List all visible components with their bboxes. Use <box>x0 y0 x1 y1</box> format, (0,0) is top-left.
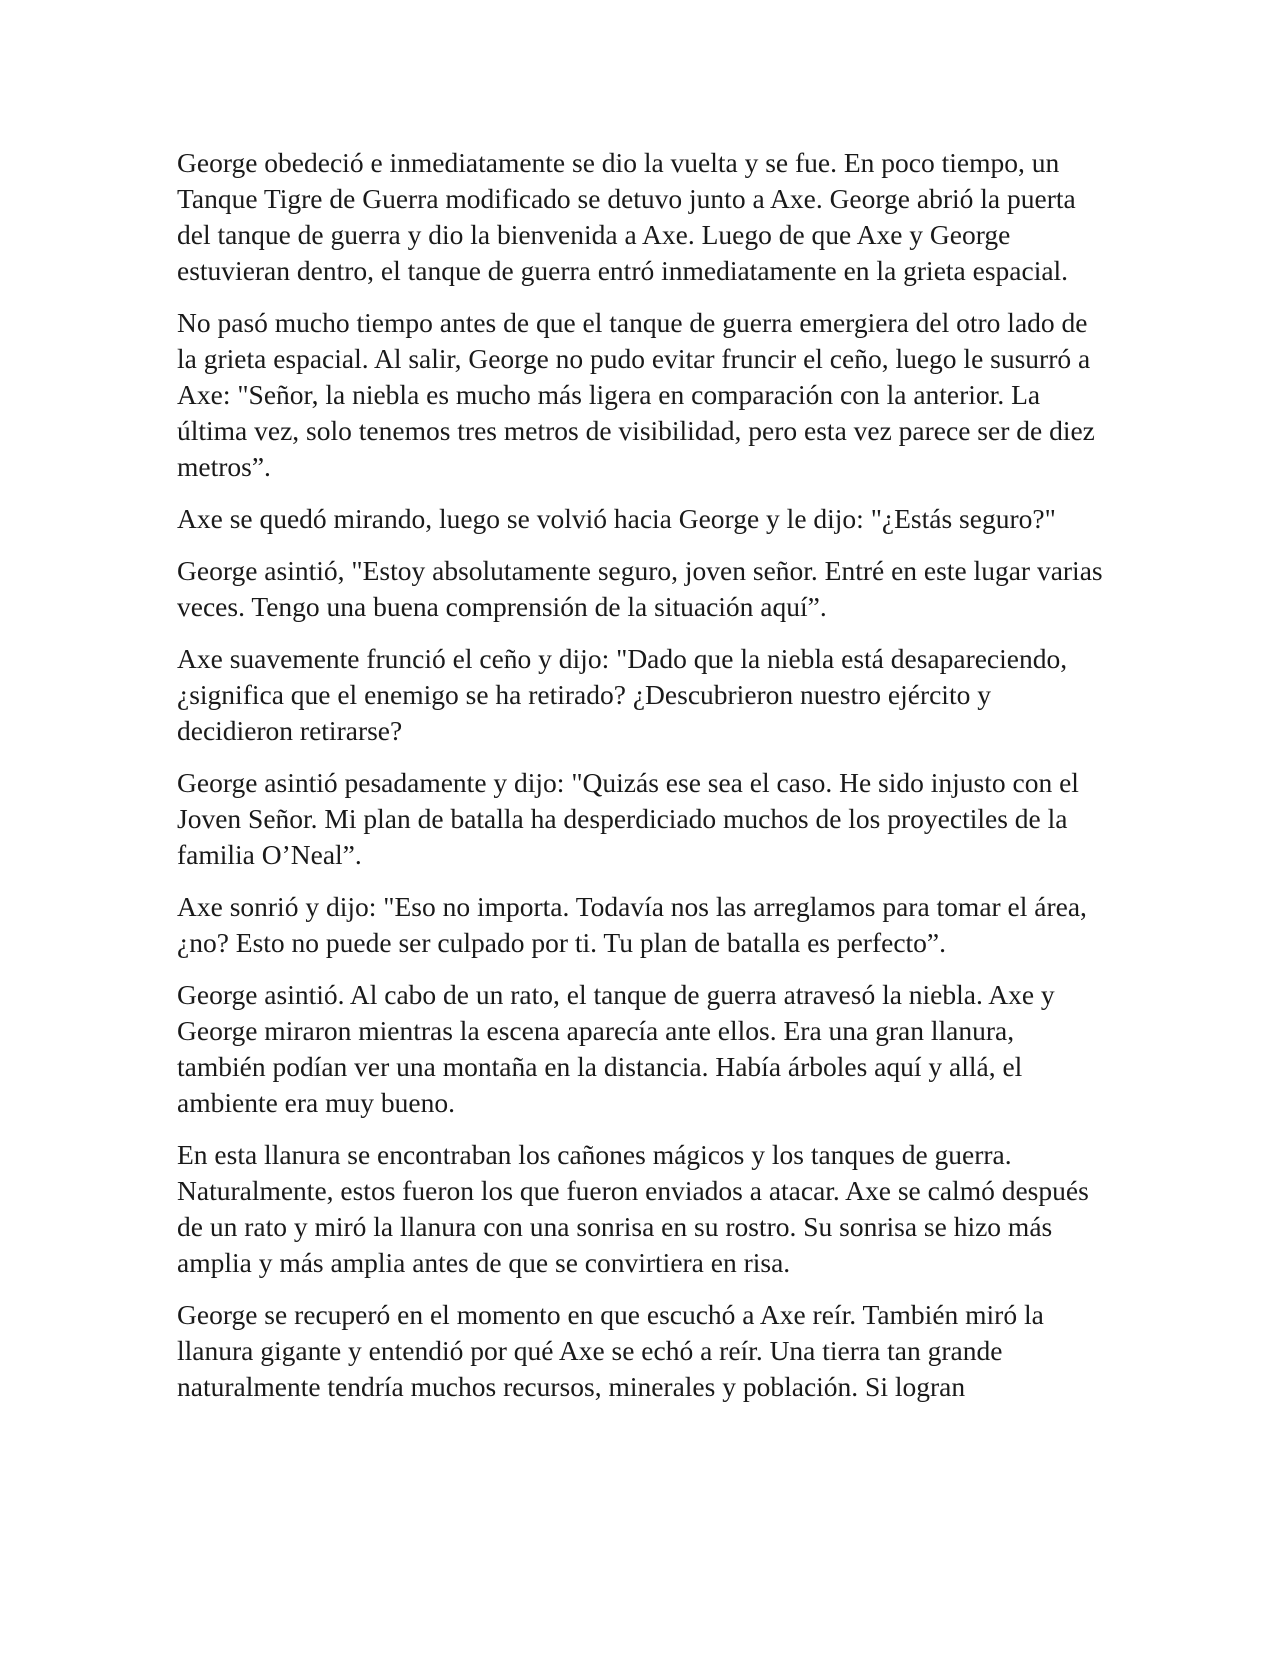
paragraph: George asintió. Al cabo de un rato, el tanque de guerra atravesó la niebla. Axe y George miraron mientras la escena aparecía ante ellos. Era una gran llanura, también podían ver una montaña en la distancia. Había árboles aquí y allá, el ambiente era muy bueno. <box>177 979 1055 1118</box>
paragraph: Axe sonrió y dijo: "Eso no importa. Todavía nos las arreglamos para tomar el área, ¿no? Esto no puede ser culpado por ti. Tu plan de batalla es perfecto”. <box>177 891 1087 958</box>
paragraph: George obedeció e inmediatamente se dio la vuelta y se fue. En poco tiempo, un Tanque Tigre de Guerra modificado se detuvo junto a Axe. George abrió la puerta del tanque de guerra y dio la bienvenida a Axe. Luego de que Axe y George estuvieran dentro, el tanque de guerra entró inmediatamente en la grieta espacial. <box>177 147 1076 286</box>
paragraph: Axe suavemente frunció el ceño y dijo: "Dado que la niebla está desapareciendo, ¿significa que el enemigo se ha retirado? ¿Descubrieron nuestro ejército y decidieron retirarse? <box>177 643 1068 746</box>
paragraph: En esta llanura se encontraban los cañones mágicos y los tanques de guerra. Naturalmente, estos fueron los que fueron enviados a atacar. Axe se calmó después de un rato y miró la llanura con una sonrisa en su rostro. Su sonrisa se hizo más amplia y más amplia antes de que se convirtiera en risa. <box>177 1139 1089 1278</box>
paragraph: George se recuperó en el momento en que escuchó a Axe reír. También miró la llanura gigante y entendió por qué Axe se echó a reír. Una tierra tan grande naturalmente tendría muchos recursos, minerales y población. Si logran <box>177 1299 1044 1402</box>
document-body <box>177 145 1107 1421</box>
paragraph: George asintió, "Estoy absolutamente seguro, joven señor. Entré en este lugar varias veces. Tengo una buena comprensión de la situación aquí”. <box>177 555 1103 622</box>
paragraph: No pasó mucho tiempo antes de que el tanque de guerra emergiera del otro lado de la grieta espacial. Al salir, George no pudo evitar fruncir el ceño, luego le susurró a Axe: "Señor, la niebla es mucho más ligera en comparación con la anterior. La última vez, solo tenemos tres metros de visibilidad, pero esta vez parece ser de diez metros”. <box>177 307 1095 482</box>
paragraph: Axe se quedó mirando, luego se volvió hacia George y le dijo: "¿Estás seguro?" <box>177 503 1056 534</box>
paragraph: George asintió pesadamente y dijo: "Quizás ese sea el caso. He sido injusto con el Joven Señor. Mi plan de batalla ha desperdiciado muchos de los proyectiles de la familia O’Neal”. <box>177 767 1079 870</box>
